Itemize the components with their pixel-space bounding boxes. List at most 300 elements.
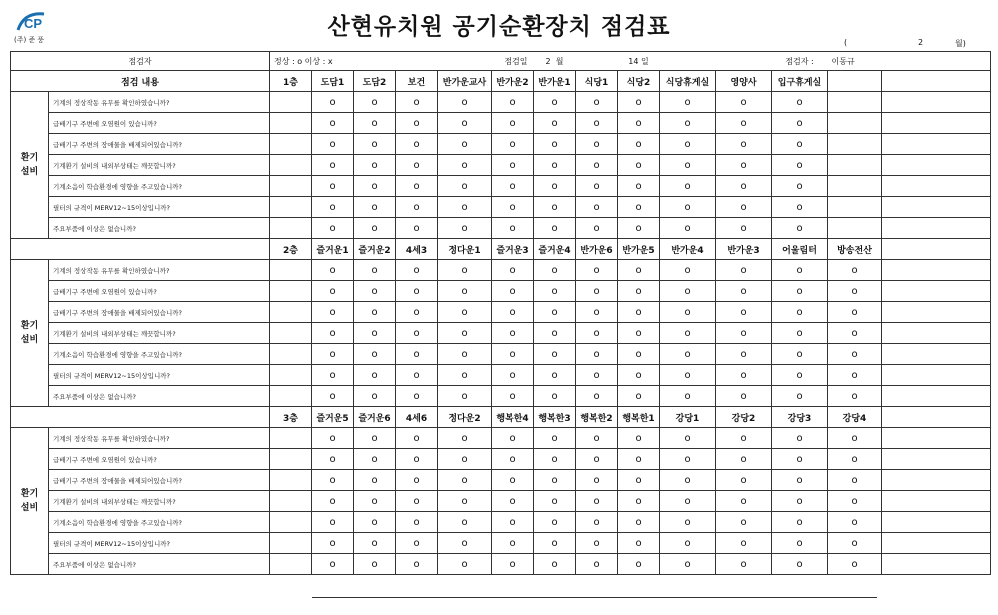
check-mark: o: [396, 218, 438, 239]
table-row: [11, 323, 991, 344]
question-text: 기계환기 설비의 내외부상태는 깨끗합니까?: [49, 155, 270, 176]
check-mark: o: [534, 554, 576, 575]
blank-cell: [882, 554, 991, 575]
check-mark: o: [716, 155, 772, 176]
table-row: [11, 155, 991, 176]
check-mark: o: [618, 491, 660, 512]
room-column-header: 즐거운5: [312, 407, 354, 428]
check-mark: o: [354, 428, 396, 449]
svg-text:CP: CP: [24, 16, 43, 31]
check-mark: o: [716, 428, 772, 449]
table-row: [11, 512, 991, 533]
check-mark: o: [660, 176, 716, 197]
check-mark: o: [828, 428, 882, 449]
check-mark: o: [438, 386, 492, 407]
check-mark: o: [312, 491, 354, 512]
room-column-header: 강당4: [828, 407, 882, 428]
check-mark: o: [618, 113, 660, 134]
check-mark: o: [716, 302, 772, 323]
check-mark: o: [660, 449, 716, 470]
check-mark: o: [354, 365, 396, 386]
room-column-header: 반가운6: [576, 239, 618, 260]
check-mark: o: [396, 134, 438, 155]
check-mark: o: [576, 554, 618, 575]
question-text: 기계소음이 학습환경에 영향을 주고있습니까?: [49, 512, 270, 533]
check-mark: o: [312, 260, 354, 281]
month-open: (: [844, 38, 848, 47]
room-column-header: 4세3: [396, 239, 438, 260]
check-mark: o: [354, 323, 396, 344]
check-mark: o: [354, 155, 396, 176]
blank-cell: [828, 197, 882, 218]
blank-cell: [882, 386, 991, 407]
check-mark: o: [660, 260, 716, 281]
check-mark: o: [772, 470, 828, 491]
check-mark: o: [354, 260, 396, 281]
floor-label: 3층: [270, 407, 312, 428]
check-mark: o: [660, 386, 716, 407]
question-text: 필터의 규격이 MERV12~15이상입니까?: [49, 533, 270, 554]
date-month: 2 월: [534, 52, 576, 71]
check-mark: o: [354, 470, 396, 491]
check-mark: o: [660, 365, 716, 386]
check-mark: o: [772, 449, 828, 470]
check-mark: o: [396, 281, 438, 302]
room-column-header: 반가운1: [534, 71, 576, 92]
blank-cell: [882, 302, 991, 323]
check-mark: o: [772, 92, 828, 113]
check-mark: o: [534, 365, 576, 386]
room-column-header: 즐거운1: [312, 239, 354, 260]
check-mark: o: [312, 302, 354, 323]
blank-cell: [270, 92, 312, 113]
check-mark: o: [576, 512, 618, 533]
question-text: 기계소음이 학습환경에 영향을 주고있습니까?: [49, 176, 270, 197]
check-mark: o: [618, 155, 660, 176]
check-mark: o: [492, 344, 534, 365]
check-mark: o: [772, 218, 828, 239]
check-mark: o: [660, 491, 716, 512]
room-column-header: 도담1: [312, 71, 354, 92]
blank-cell: [270, 386, 312, 407]
month-header: [0, 38, 998, 50]
check-mark: o: [618, 512, 660, 533]
check-mark: o: [716, 533, 772, 554]
check-mark: o: [618, 323, 660, 344]
check-mark: o: [828, 344, 882, 365]
room-column-header: 강당1: [660, 407, 716, 428]
check-mark: o: [772, 512, 828, 533]
check-mark: o: [312, 92, 354, 113]
table-row: [11, 386, 991, 407]
check-mark: o: [396, 92, 438, 113]
room-column-header: 즐거운3: [492, 239, 534, 260]
check-mark: o: [492, 533, 534, 554]
blank-cell: [270, 491, 312, 512]
check-mark: o: [772, 260, 828, 281]
check-mark: o: [660, 113, 716, 134]
check-mark: o: [576, 113, 618, 134]
check-mark: o: [438, 92, 492, 113]
check-mark: o: [438, 491, 492, 512]
room-column-header: 반가운4: [660, 239, 716, 260]
check-mark: o: [534, 344, 576, 365]
check-mark: o: [660, 554, 716, 575]
blank-header-cell: [11, 239, 270, 260]
check-mark: o: [716, 344, 772, 365]
blank-cell: [270, 512, 312, 533]
check-mark: o: [396, 344, 438, 365]
check-mark: o: [534, 176, 576, 197]
check-mark: o: [772, 176, 828, 197]
check-mark: o: [354, 512, 396, 533]
check-mark: o: [312, 155, 354, 176]
check-mark: o: [492, 302, 534, 323]
check-mark: o: [618, 344, 660, 365]
check-mark: o: [716, 281, 772, 302]
check-mark: o: [534, 197, 576, 218]
check-mark: o: [576, 302, 618, 323]
check-mark: o: [312, 323, 354, 344]
blank-cell: [270, 449, 312, 470]
check-mark: o: [576, 470, 618, 491]
check-mark: o: [438, 134, 492, 155]
check-mark: o: [716, 449, 772, 470]
check-mark: o: [534, 260, 576, 281]
check-mark: o: [354, 533, 396, 554]
check-mark: o: [312, 344, 354, 365]
blank-cell: [270, 554, 312, 575]
floor-label: 2층: [270, 239, 312, 260]
legend: 정상 : o 이상 : x: [270, 52, 438, 71]
table-row: [11, 197, 991, 218]
check-mark: o: [438, 218, 492, 239]
check-mark: o: [618, 386, 660, 407]
blank-cell: [828, 155, 882, 176]
check-mark: o: [354, 386, 396, 407]
question-text: 필터의 규격이 MERV12~15이상입니까?: [49, 365, 270, 386]
check-mark: o: [534, 134, 576, 155]
question-text: 급배기구 주변의 장애물을 배제되어있습니까?: [49, 470, 270, 491]
check-mark: o: [396, 533, 438, 554]
check-mark: o: [828, 449, 882, 470]
check-mark: o: [354, 218, 396, 239]
check-mark: o: [438, 281, 492, 302]
check-mark: o: [660, 302, 716, 323]
check-mark: o: [576, 533, 618, 554]
blank-cell: [882, 512, 991, 533]
check-mark: o: [660, 428, 716, 449]
category-label: 환기 설비: [11, 428, 49, 575]
check-mark: o: [576, 344, 618, 365]
check-mark: o: [828, 554, 882, 575]
room-column-header: 어울림터: [772, 239, 828, 260]
check-mark: o: [312, 281, 354, 302]
blank-cell: [882, 281, 991, 302]
blank-cell: [882, 449, 991, 470]
check-mark: o: [828, 512, 882, 533]
check-mark: o: [772, 554, 828, 575]
check-mark: o: [576, 260, 618, 281]
floor-header-row: [11, 239, 991, 260]
check-mark: o: [534, 533, 576, 554]
blank-cell: [882, 428, 991, 449]
room-column-header: 반가운교사: [438, 71, 492, 92]
question-text: 기계의 정상작동 유무를 확인하였습니까?: [49, 428, 270, 449]
blank-cell: [882, 113, 991, 134]
check-mark: o: [534, 113, 576, 134]
check-mark: o: [618, 554, 660, 575]
check-mark: o: [396, 491, 438, 512]
check-mark: o: [576, 134, 618, 155]
check-mark: o: [576, 281, 618, 302]
check-mark: o: [716, 470, 772, 491]
question-text: 주요부품에 이상은 없습니까?: [49, 386, 270, 407]
check-mark: o: [618, 134, 660, 155]
check-mark: o: [576, 428, 618, 449]
question-text: 기계환기 설비의 내외부상태는 깨끗합니까?: [49, 491, 270, 512]
check-mark: o: [618, 449, 660, 470]
check-mark: o: [438, 449, 492, 470]
check-mark: o: [438, 344, 492, 365]
check-mark: o: [312, 533, 354, 554]
inspection-table: [10, 51, 991, 575]
check-mark: o: [312, 365, 354, 386]
blank-cell: [270, 113, 312, 134]
question-text: 기계의 정상작동 유무를 확인하였습니까?: [49, 92, 270, 113]
check-mark: o: [772, 113, 828, 134]
check-mark: o: [772, 197, 828, 218]
blank-header-cell: [882, 407, 991, 428]
page-title: 산현유치원 공기순환장치 점검표: [327, 14, 671, 40]
check-mark: o: [660, 323, 716, 344]
table-row: [11, 344, 991, 365]
check-mark: o: [716, 512, 772, 533]
table-row: [11, 281, 991, 302]
check-mark: o: [576, 155, 618, 176]
company-name: (주) 준 풍: [14, 36, 45, 44]
check-mark: o: [312, 512, 354, 533]
check-mark: o: [772, 386, 828, 407]
room-column-header: 강당3: [772, 407, 828, 428]
check-mark: o: [492, 470, 534, 491]
question-text: 기계소음이 학습환경에 영향을 주고있습니까?: [49, 344, 270, 365]
room-column-header: 즐거운6: [354, 407, 396, 428]
check-mark: o: [660, 512, 716, 533]
check-mark: o: [660, 134, 716, 155]
check-mark: o: [660, 470, 716, 491]
room-column-header: 즐거운2: [354, 239, 396, 260]
check-mark: o: [828, 386, 882, 407]
table-row: [11, 491, 991, 512]
check-mark: o: [534, 428, 576, 449]
check-mark: o: [618, 302, 660, 323]
blank-cell: [270, 155, 312, 176]
check-mark: o: [772, 428, 828, 449]
blank-cell: [882, 260, 991, 281]
check-mark: o: [534, 281, 576, 302]
check-mark: o: [396, 113, 438, 134]
check-mark: o: [354, 554, 396, 575]
header-end: [882, 52, 991, 71]
check-mark: o: [660, 92, 716, 113]
check-mark: o: [354, 176, 396, 197]
table-row: [11, 176, 991, 197]
blank-cell: [882, 470, 991, 491]
check-mark: o: [534, 449, 576, 470]
check-mark: o: [492, 449, 534, 470]
question-text: 주요부품에 이상은 없습니까?: [49, 218, 270, 239]
check-mark: o: [716, 197, 772, 218]
check-mark: o: [312, 134, 354, 155]
room-column-header: 행복한4: [492, 407, 534, 428]
check-mark: o: [492, 365, 534, 386]
check-mark: o: [396, 365, 438, 386]
check-mark: o: [534, 386, 576, 407]
blank-cell: [882, 218, 991, 239]
blank-cell: [882, 344, 991, 365]
date-day: 14 일: [618, 52, 660, 71]
room-column-header: [828, 71, 882, 92]
check-mark: o: [312, 176, 354, 197]
check-mark: o: [492, 134, 534, 155]
check-mark: o: [576, 197, 618, 218]
check-mark: o: [312, 554, 354, 575]
inspector-name: 이동규: [828, 52, 882, 71]
check-mark: o: [396, 512, 438, 533]
room-column-header: 행복한3: [534, 407, 576, 428]
question-text: 급배기구 주변의 장애물을 배제되어있습니까?: [49, 302, 270, 323]
check-mark: o: [618, 428, 660, 449]
date-label: 점검일: [438, 52, 534, 71]
blank-header-cell: [882, 239, 991, 260]
table-row: [11, 92, 991, 113]
blank-cell: [270, 470, 312, 491]
check-mark: o: [396, 176, 438, 197]
question-text: 주요부품에 이상은 없습니까?: [49, 554, 270, 575]
blank-cell: [882, 134, 991, 155]
check-mark: o: [716, 554, 772, 575]
check-mark: o: [354, 449, 396, 470]
check-mark: o: [534, 302, 576, 323]
check-mark: o: [492, 197, 534, 218]
room-column-header: 반가운3: [716, 239, 772, 260]
check-mark: o: [354, 302, 396, 323]
content-label: 점검 내용: [11, 71, 270, 92]
check-mark: o: [312, 386, 354, 407]
check-mark: o: [576, 449, 618, 470]
check-mark: o: [772, 281, 828, 302]
check-mark: o: [534, 218, 576, 239]
check-mark: o: [492, 512, 534, 533]
table-row: [11, 260, 991, 281]
check-mark: o: [534, 155, 576, 176]
table-row: [11, 134, 991, 155]
check-mark: o: [534, 491, 576, 512]
check-mark: o: [438, 176, 492, 197]
check-mark: o: [438, 260, 492, 281]
check-mark: o: [716, 134, 772, 155]
check-mark: o: [312, 218, 354, 239]
check-mark: o: [772, 365, 828, 386]
check-mark: o: [716, 386, 772, 407]
room-column-header: 정다운2: [438, 407, 492, 428]
check-mark: o: [576, 218, 618, 239]
check-mark: o: [828, 491, 882, 512]
date-spacer: [660, 52, 772, 71]
check-mark: o: [312, 197, 354, 218]
table-row: [11, 365, 991, 386]
table-row: [11, 449, 991, 470]
room-column-header: 행복한1: [618, 407, 660, 428]
blank-cell: [828, 113, 882, 134]
check-mark: o: [772, 323, 828, 344]
header-row: [11, 52, 991, 71]
check-mark: o: [438, 470, 492, 491]
bottom-rule: [312, 597, 877, 598]
category-label: 환기 설비: [11, 92, 49, 239]
check-mark: o: [618, 260, 660, 281]
check-mark: o: [354, 281, 396, 302]
check-mark: o: [354, 344, 396, 365]
check-mark: o: [772, 134, 828, 155]
question-text: 기계환기 설비의 내외부상태는 깨끗합니까?: [49, 323, 270, 344]
room-column-header: 보건: [396, 71, 438, 92]
inspector-label-2: 점검자 :: [772, 52, 828, 71]
check-mark: o: [772, 491, 828, 512]
blank-cell: [882, 491, 991, 512]
check-mark: o: [828, 533, 882, 554]
check-mark: o: [576, 365, 618, 386]
blank-cell: [882, 155, 991, 176]
check-mark: o: [660, 155, 716, 176]
check-mark: o: [492, 92, 534, 113]
table-row: [11, 428, 991, 449]
room-column-header: 반가운5: [618, 239, 660, 260]
check-mark: o: [660, 281, 716, 302]
month-unit: 월): [955, 39, 966, 48]
check-mark: o: [716, 260, 772, 281]
check-mark: o: [438, 302, 492, 323]
check-mark: o: [492, 176, 534, 197]
check-mark: o: [492, 386, 534, 407]
question-text: 급배기구 주변에 오염원이 있습니까?: [49, 281, 270, 302]
check-mark: o: [576, 176, 618, 197]
blank-cell: [270, 197, 312, 218]
check-mark: o: [438, 428, 492, 449]
room-column-header: 도담2: [354, 71, 396, 92]
check-mark: o: [354, 92, 396, 113]
check-mark: o: [492, 260, 534, 281]
floor-header-row: [11, 71, 991, 92]
check-mark: o: [716, 491, 772, 512]
table-row: [11, 113, 991, 134]
inspector-label: 점검자: [11, 52, 270, 71]
check-mark: o: [492, 155, 534, 176]
table-row: [11, 554, 991, 575]
check-mark: o: [396, 323, 438, 344]
check-mark: o: [716, 92, 772, 113]
check-mark: o: [660, 533, 716, 554]
check-mark: o: [396, 260, 438, 281]
check-mark: o: [828, 323, 882, 344]
check-mark: o: [438, 512, 492, 533]
table-row: [11, 302, 991, 323]
check-mark: o: [618, 218, 660, 239]
check-mark: o: [312, 449, 354, 470]
room-column-header: 정다운1: [438, 239, 492, 260]
blank-cell: [882, 176, 991, 197]
